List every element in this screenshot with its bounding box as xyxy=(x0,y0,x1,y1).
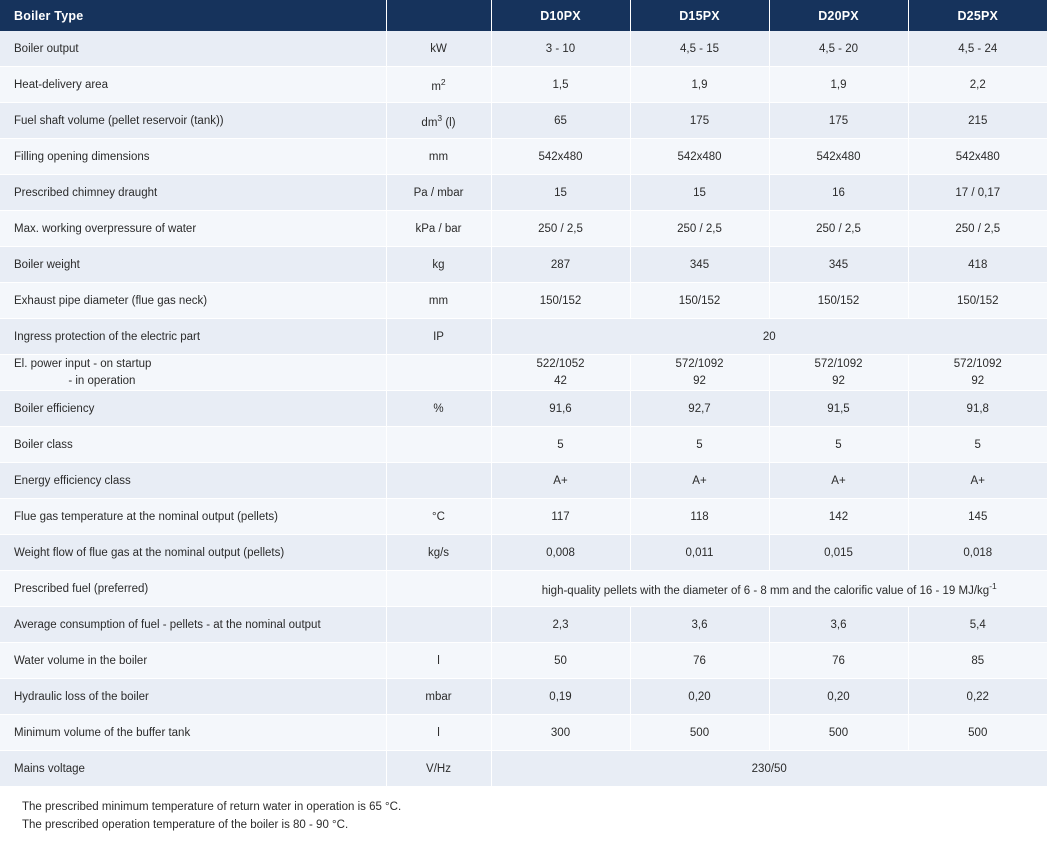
row-value: 15 xyxy=(491,175,630,211)
table-row xyxy=(0,283,1047,319)
row-value: 1,9 xyxy=(630,67,769,103)
row-value: 300 xyxy=(491,715,630,751)
row-unit xyxy=(386,571,491,607)
row-value: 150/152 xyxy=(908,283,1047,319)
row-unit: % xyxy=(386,391,491,427)
row-value: 2,3 xyxy=(491,607,630,643)
row-value: 150/152 xyxy=(491,283,630,319)
row-parameter: Weight flow of flue gas at the nominal output (pellets) xyxy=(0,535,386,571)
row-value-merged: 230/50 xyxy=(491,751,1047,787)
row-value: 5 xyxy=(769,427,908,463)
row-value: 0,20 xyxy=(769,679,908,715)
row-value: 50 xyxy=(491,643,630,679)
table-row xyxy=(0,211,1047,247)
row-value: 2,2 xyxy=(908,67,1047,103)
row-value: A+ xyxy=(908,463,1047,499)
table-row xyxy=(0,175,1047,211)
row-unit: kg/s xyxy=(386,535,491,571)
header-model-d10px: D10PX xyxy=(491,0,630,31)
table-row xyxy=(0,355,1047,391)
row-value: 500 xyxy=(908,715,1047,751)
row-value: 250 / 2,5 xyxy=(630,211,769,247)
value-lines xyxy=(923,356,1034,389)
row-value: 1,5 xyxy=(491,67,630,103)
row-unit: kPa / bar xyxy=(386,211,491,247)
header-unit xyxy=(386,0,491,31)
header-model-d15px: D15PX xyxy=(630,0,769,31)
row-value: 15 xyxy=(630,175,769,211)
row-value: 215 xyxy=(908,103,1047,139)
row-unit: mbar xyxy=(386,679,491,715)
row-parameter: Hydraulic loss of the boiler xyxy=(0,679,386,715)
row-value: 287 xyxy=(491,247,630,283)
table-row xyxy=(0,571,1047,607)
row-value: 5 xyxy=(630,427,769,463)
unit-exponent: 3 xyxy=(437,112,443,123)
row-value: 0,19 xyxy=(491,679,630,715)
row-parameter: Exhaust pipe diameter (flue gas neck) xyxy=(0,283,386,319)
footnotes xyxy=(0,787,1047,835)
row-unit: Pa / mbar xyxy=(386,175,491,211)
row-unit: kg xyxy=(386,247,491,283)
row-value: 500 xyxy=(769,715,908,751)
row-value: 542x480 xyxy=(769,139,908,175)
row-value: 0,22 xyxy=(908,679,1047,715)
row-value: 4,5 - 15 xyxy=(630,31,769,67)
merged-value-exponent: -1 xyxy=(989,580,997,591)
row-parameter: Water volume in the boiler xyxy=(0,643,386,679)
table-row xyxy=(0,607,1047,643)
row-value: 118 xyxy=(630,499,769,535)
row-parameter: Average consumption of fuel - pellets - at the nominal output xyxy=(0,607,386,643)
row-parameter: Boiler efficiency xyxy=(0,391,386,427)
row-value: 542x480 xyxy=(491,139,630,175)
table-row xyxy=(0,103,1047,139)
row-value: 76 xyxy=(769,643,908,679)
merged-value-base: high-quality pellets with the diameter of 6 - 8 mm and the calorific value of 16 - 19 MJ/kg xyxy=(541,584,990,597)
row-value xyxy=(630,355,769,391)
row-unit xyxy=(386,355,491,391)
table-row xyxy=(0,643,1047,679)
table-row xyxy=(0,535,1047,571)
row-parameter: Boiler weight xyxy=(0,247,386,283)
row-value-merged: 20 xyxy=(491,319,1047,355)
row-value: 0,20 xyxy=(630,679,769,715)
row-unit: IP xyxy=(386,319,491,355)
row-value: 65 xyxy=(491,103,630,139)
row-value: 117 xyxy=(491,499,630,535)
row-value: 85 xyxy=(908,643,1047,679)
row-value: 345 xyxy=(769,247,908,283)
header-model-d20px: D20PX xyxy=(769,0,908,31)
row-parameter: Heat-delivery area xyxy=(0,67,386,103)
row-value: 0,018 xyxy=(908,535,1047,571)
value-lines xyxy=(506,356,616,389)
value-lines xyxy=(645,356,755,389)
row-value: 4,5 - 20 xyxy=(769,31,908,67)
value-line: 92 xyxy=(971,374,985,387)
row-value: 542x480 xyxy=(630,139,769,175)
value-line: 92 xyxy=(693,374,706,387)
row-value: 91,8 xyxy=(908,391,1047,427)
row-unit: l xyxy=(386,643,491,679)
row-parameter xyxy=(0,355,386,391)
row-value: A+ xyxy=(491,463,630,499)
table-row xyxy=(0,391,1047,427)
row-value: 250 / 2,5 xyxy=(491,211,630,247)
table-body xyxy=(0,31,1047,787)
row-value: 91,6 xyxy=(491,391,630,427)
row-value: 250 / 2,5 xyxy=(769,211,908,247)
row-value: 142 xyxy=(769,499,908,535)
row-value: 17 / 0,17 xyxy=(908,175,1047,211)
row-value: 0,011 xyxy=(630,535,769,571)
row-value: 91,5 xyxy=(769,391,908,427)
table-row xyxy=(0,319,1047,355)
row-value: 5 xyxy=(908,427,1047,463)
value-line: 522/1052 xyxy=(536,357,585,370)
row-value: 3,6 xyxy=(769,607,908,643)
row-value: 3 - 10 xyxy=(491,31,630,67)
row-parameter: Prescribed fuel (preferred) xyxy=(0,571,386,607)
row-value xyxy=(908,355,1047,391)
row-value: 345 xyxy=(630,247,769,283)
row-value: 76 xyxy=(630,643,769,679)
row-value: 5 xyxy=(491,427,630,463)
table-row xyxy=(0,499,1047,535)
row-value: A+ xyxy=(769,463,908,499)
row-unit: V/Hz xyxy=(386,751,491,787)
row-unit: l xyxy=(386,715,491,751)
row-value: A+ xyxy=(630,463,769,499)
parameter-line: El. power input - on startup xyxy=(14,357,152,370)
table-row xyxy=(0,67,1047,103)
row-value: 4,5 - 24 xyxy=(908,31,1047,67)
row-value: 3,6 xyxy=(630,607,769,643)
header-model-d25px: D25PX xyxy=(908,0,1047,31)
unit-tail: (l) xyxy=(442,116,456,129)
row-value xyxy=(491,355,630,391)
value-line: 572/1092 xyxy=(814,357,863,370)
value-lines xyxy=(784,356,894,389)
header-row xyxy=(0,0,1047,31)
row-unit xyxy=(386,463,491,499)
row-value: 250 / 2,5 xyxy=(908,211,1047,247)
row-value xyxy=(769,355,908,391)
value-line: 42 xyxy=(554,374,567,387)
row-value: 418 xyxy=(908,247,1047,283)
row-value: 150/152 xyxy=(630,283,769,319)
row-parameter: Boiler output xyxy=(0,31,386,67)
row-value: 0,008 xyxy=(491,535,630,571)
row-value: 92,7 xyxy=(630,391,769,427)
table-row xyxy=(0,715,1047,751)
row-value: 16 xyxy=(769,175,908,211)
row-unit: mm xyxy=(386,283,491,319)
table-row xyxy=(0,139,1047,175)
row-unit xyxy=(386,427,491,463)
header-boiler-type: Boiler Type xyxy=(0,0,386,31)
row-value: 500 xyxy=(630,715,769,751)
row-parameter: Max. working overpressure of water xyxy=(0,211,386,247)
row-unit: kW xyxy=(386,31,491,67)
unit-base: m xyxy=(431,80,441,93)
row-value: 0,015 xyxy=(769,535,908,571)
table-row xyxy=(0,427,1047,463)
row-value: 175 xyxy=(769,103,908,139)
unit-exponent: 2 xyxy=(440,76,446,87)
footnote-2: The prescribed operation temperature of the boiler is 80 - 90 °C. xyxy=(22,818,349,831)
value-line: 572/1092 xyxy=(675,357,724,370)
row-parameter: Mains voltage xyxy=(0,751,386,787)
row-value: 175 xyxy=(630,103,769,139)
row-unit: mm xyxy=(386,139,491,175)
row-unit xyxy=(386,67,491,103)
row-parameter: Fuel shaft volume (pellet reservoir (tank)) xyxy=(0,103,386,139)
row-value: 145 xyxy=(908,499,1047,535)
row-parameter: Boiler class xyxy=(0,427,386,463)
table-row xyxy=(0,247,1047,283)
row-parameter: Ingress protection of the electric part xyxy=(0,319,386,355)
row-parameter: Minimum volume of the buffer tank xyxy=(0,715,386,751)
row-parameter: Energy efficiency class xyxy=(0,463,386,499)
parameter-lines xyxy=(14,356,372,389)
row-value: 1,9 xyxy=(769,67,908,103)
table-row xyxy=(0,751,1047,787)
row-value: 5,4 xyxy=(908,607,1047,643)
table-row xyxy=(0,31,1047,67)
table-row xyxy=(0,679,1047,715)
row-unit xyxy=(386,607,491,643)
row-parameter: Prescribed chimney draught xyxy=(0,175,386,211)
row-value: 150/152 xyxy=(769,283,908,319)
row-value: 542x480 xyxy=(908,139,1047,175)
parameter-line: - in operation xyxy=(14,374,136,387)
row-parameter: Filling opening dimensions xyxy=(0,139,386,175)
table-row xyxy=(0,463,1047,499)
table-head xyxy=(0,0,1047,31)
row-unit xyxy=(386,103,491,139)
row-unit: °C xyxy=(386,499,491,535)
unit-base: dm xyxy=(421,116,438,129)
row-value-merged xyxy=(491,571,1047,607)
row-parameter: Flue gas temperature at the nominal output (pellets) xyxy=(0,499,386,535)
value-line: 572/1092 xyxy=(953,357,1002,370)
value-line: 92 xyxy=(832,374,845,387)
footnote-1: The prescribed minimum temperature of return water in operation is 65 °C. xyxy=(22,801,402,813)
